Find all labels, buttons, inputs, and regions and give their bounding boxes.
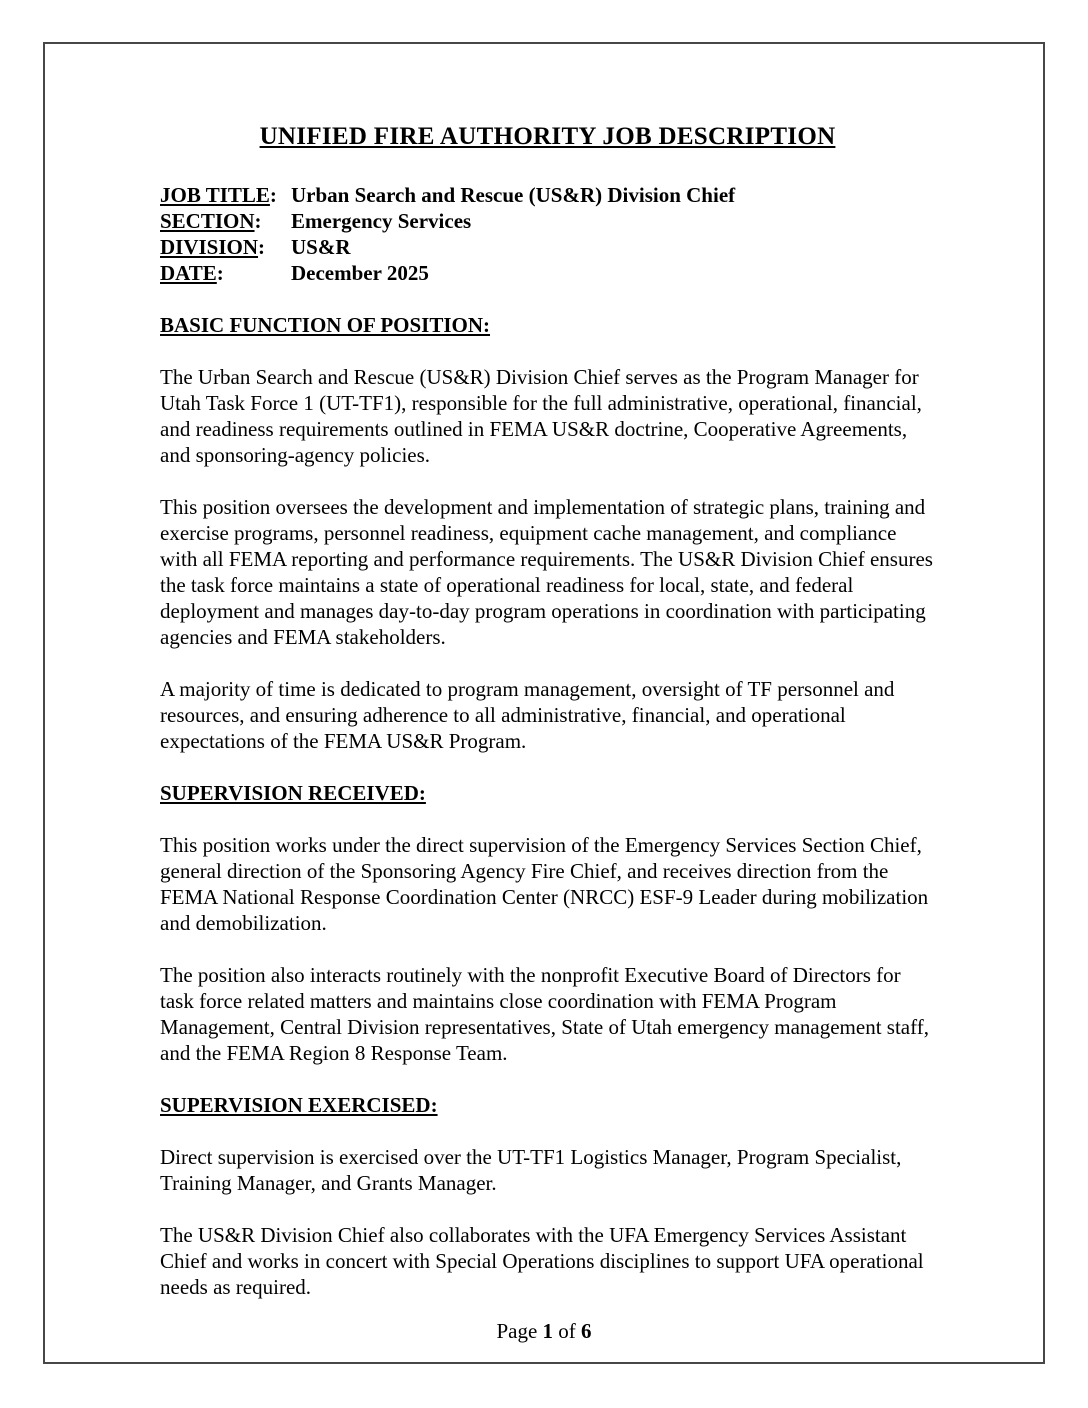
field-colon: :	[216, 261, 224, 285]
paragraph: Direct supervision is exercised over the UT-TF1 Logistics Manager, Program Specialist, Training Manager, and Grants Manager.	[160, 1145, 902, 1195]
page-title-text: UNIFIED FIRE AUTHORITY JOB DESCRIPTION	[259, 123, 836, 150]
field-row-job-title	[160, 182, 935, 208]
document-content	[160, 122, 935, 1326]
paragraph: A majority of time is dedicated to program management, oversight of TF personnel and resources, and ensuring adherence to all administrative, financial, and operational expectations of the FEMA US&R Program.	[160, 677, 895, 753]
field-value-division: US&R	[291, 235, 351, 259]
field-value-job-title: Urban Search and Rescue (US&R) Division Chief	[291, 183, 736, 207]
section-heading	[160, 780, 935, 806]
field-colon: :	[269, 183, 277, 207]
field-row-division	[160, 234, 935, 260]
field-label-text: SECTION	[160, 209, 255, 233]
page-footer	[43, 1318, 1045, 1344]
paragraph: This position oversees the development and implementation of strategic plans, training and exercise programs, personnel readiness, equipment cache management, and compliance with all FEMA reporting and performance requirements. The US&R Division Chief ensures the task force maintains a state of operational readiness for local, state, and federal deployment and manages day-to-day program operations in coordination with participating agencies and FEMA stakeholders.	[160, 495, 933, 649]
field-label-section	[160, 208, 291, 234]
section-basic-function	[160, 312, 935, 754]
section-heading	[160, 312, 935, 338]
header-fields	[160, 182, 935, 286]
footer-page-word: Page	[496, 1319, 538, 1343]
field-label-text: DIVISION	[160, 235, 259, 259]
field-row-section	[160, 208, 935, 234]
footer-of-word: of	[558, 1319, 576, 1343]
paragraph: This position works under the direct supervision of the Emergency Services Section Chief, general direction of the Sponsoring Agency Fire Chief, and receives direction from the FEMA National Response Coordination Center (NRCC) ESF-9 Leader during mobilization and demobilization.	[160, 833, 929, 935]
page-title	[160, 122, 935, 152]
section-heading	[160, 1092, 935, 1118]
paragraph: The US&R Division Chief also collaborates with the UFA Emergency Services Assistant Chief and works in concert with Special Operations disciplines to support UFA operational needs as required.	[160, 1223, 924, 1299]
section-heading-text: SUPERVISION RECEIVED:	[160, 781, 426, 805]
paragraph: The Urban Search and Rescue (US&R) Division Chief serves as the Program Manager for Utah Task Force 1 (UT-TF1), responsible for the full administrative, operational, financial, and readiness requirements outlined in FEMA US&R doctrine, Cooperative Agreements, and sponsoring-agency policies.	[160, 365, 922, 467]
field-value-section: Emergency Services	[291, 209, 472, 233]
paragraph: The position also interacts routinely with the nonprofit Executive Board of Directors for task force related matters and maintains close coordination with FEMA Program Management, Central Division representatives, State of Utah emergency management staff, and the FEMA Region 8 Response Team.	[160, 963, 929, 1065]
field-label-text: JOB TITLE	[160, 183, 270, 207]
field-label-job-title	[160, 182, 291, 208]
field-row-date	[160, 260, 935, 286]
field-label-date	[160, 260, 291, 286]
field-label-division	[160, 234, 291, 260]
section-supervision-received	[160, 780, 935, 1066]
footer-page-number: 1	[542, 1319, 554, 1343]
section-heading-text: BASIC FUNCTION OF POSITION:	[160, 313, 491, 337]
footer-total-pages: 6	[581, 1319, 592, 1343]
field-colon: :	[258, 235, 266, 259]
section-supervision-exercised	[160, 1092, 935, 1300]
field-colon: :	[254, 209, 262, 233]
field-label-text: DATE	[160, 261, 217, 285]
section-heading-text: SUPERVISION EXERCISED:	[160, 1093, 438, 1117]
field-value-date: December 2025	[291, 261, 429, 285]
